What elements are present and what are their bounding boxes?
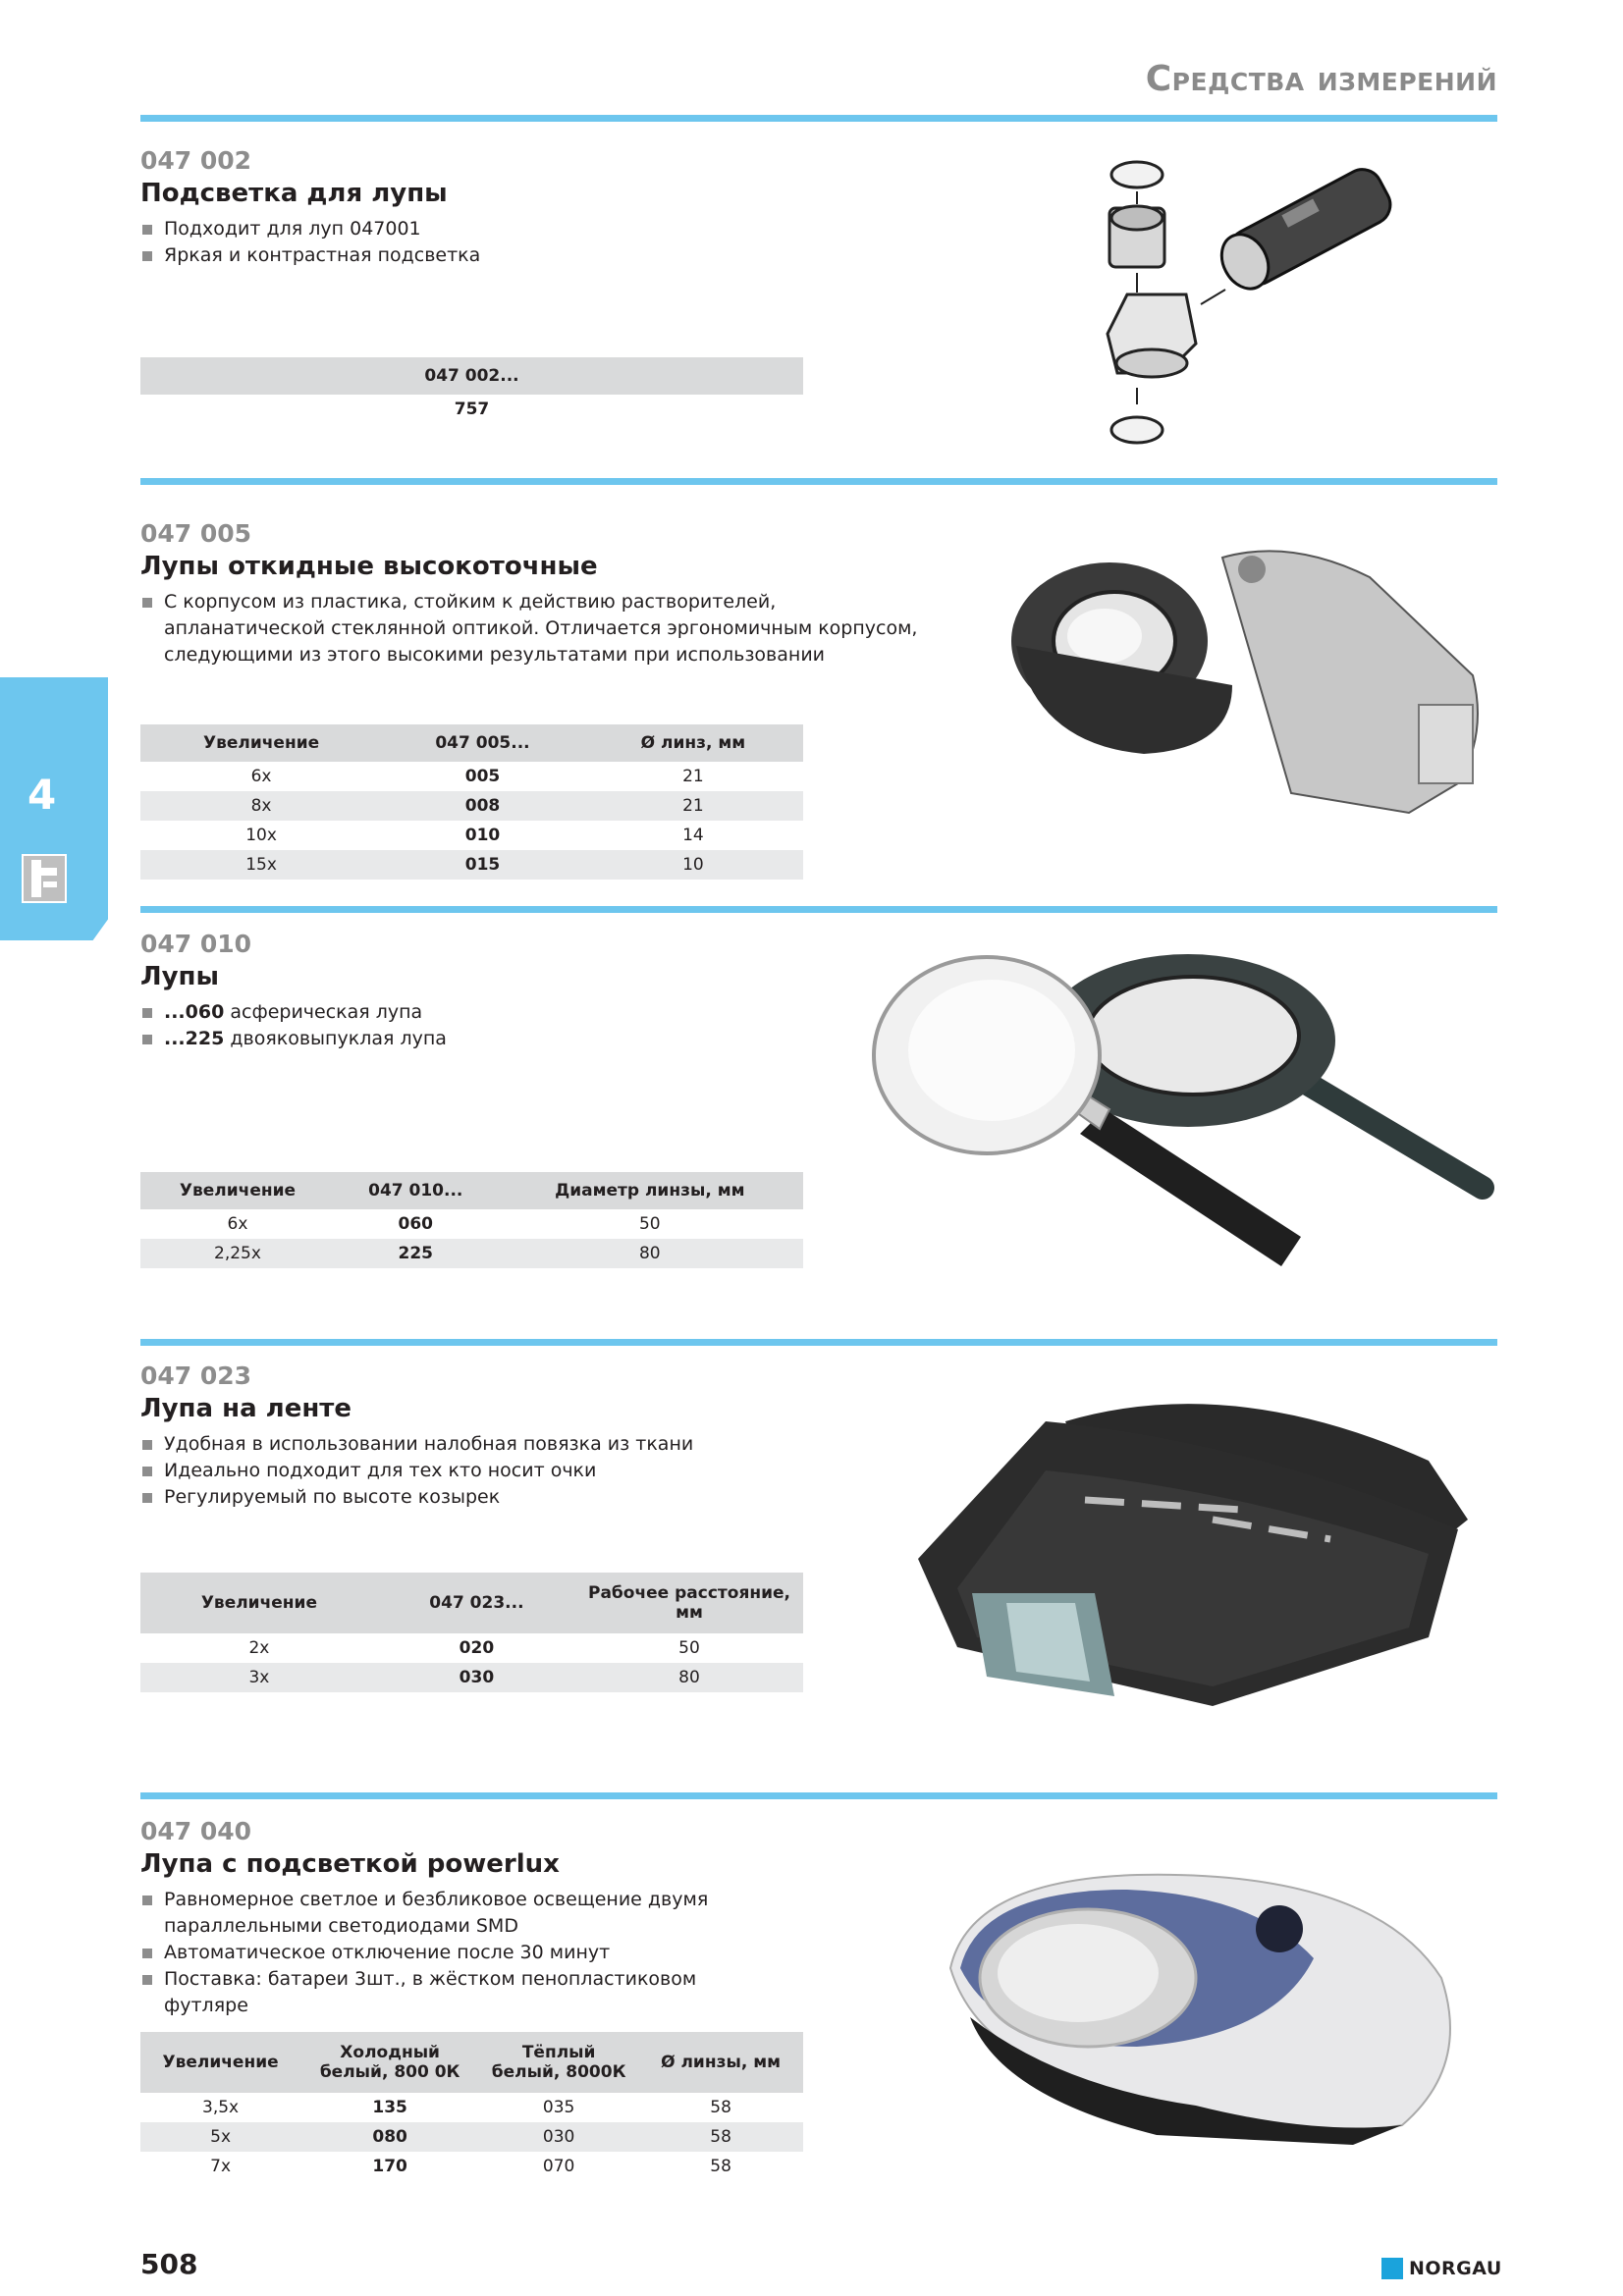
table-header: Диаметр линзы, мм — [497, 1172, 803, 1209]
table-cell: 5x — [140, 2122, 300, 2152]
table-cell: 757 — [454, 400, 490, 419]
page-category-title: Средства измерений — [1145, 59, 1497, 99]
table-row — [140, 1239, 803, 1268]
section-divider — [140, 1792, 1497, 1799]
product-section-047023 — [140, 1361, 946, 1511]
spec-table-047005 — [140, 724, 803, 880]
table-row — [140, 2122, 803, 2152]
section-divider — [140, 1339, 1497, 1346]
feature-list — [140, 216, 946, 269]
product-code: 047 040 — [140, 1817, 252, 1845]
table-row — [140, 762, 803, 791]
table-cell: 58 — [710, 2098, 731, 2117]
product-title: Лупа на ленте — [140, 1394, 352, 1423]
product-section-047010 — [140, 929, 946, 1052]
table-header: Рабочее расстояние, мм — [575, 1573, 803, 1633]
table-row — [140, 2093, 803, 2122]
feature-item: Подходит для луп 047001 — [140, 216, 946, 242]
table-cell: 005 — [464, 767, 501, 786]
table-cell: 060 — [398, 1214, 433, 1234]
product-section-047040 — [140, 1816, 946, 2019]
hand-magnifiers-image — [869, 942, 1497, 1286]
table-cell: 170 — [372, 2157, 407, 2176]
feature-item: Удобная в использовании налобная повязка из ткани — [140, 1431, 946, 1458]
table-cell: 10 — [583, 850, 803, 880]
table-cell: 030 — [479, 2122, 638, 2152]
table-row — [140, 821, 803, 850]
table-cell: 010 — [464, 826, 501, 845]
variant-description: асферическая лупа — [224, 1001, 423, 1023]
spec-table-047010 — [140, 1172, 803, 1268]
product-code: 047 005 — [140, 519, 252, 548]
product-title: Лупы — [140, 962, 220, 991]
table-cell: 7x — [210, 2157, 232, 2176]
product-title: Лупа с подсветкой powerlux — [140, 1849, 560, 1879]
table-row — [140, 1663, 803, 1692]
product-section-047005 — [140, 518, 946, 668]
table-cell: 14 — [682, 826, 704, 845]
head-magnifier-image — [918, 1382, 1488, 1716]
brand-logo — [1381, 2254, 1502, 2283]
product-code: 047 023 — [140, 1362, 252, 1390]
feature-item: С корпусом из пластика, стойким к действию растворителей, апланатической стеклянной оптикой. Отличается эргономичным корпусом, следующими из этого высокими результатами при использовании — [140, 589, 926, 668]
table-header: 047 023... — [378, 1573, 575, 1633]
product-title: Лупы откидные высокоточные — [140, 552, 598, 581]
table-cell: 10x — [245, 826, 277, 845]
product-title: Подсветка для лупы — [140, 179, 448, 208]
table-header: Увеличение — [140, 2032, 300, 2093]
table-cell: 58 — [638, 2122, 803, 2152]
table-header: Увеличение — [140, 1573, 378, 1633]
feature-list — [140, 999, 946, 1052]
table-header: Увеличение — [140, 724, 382, 762]
table-cell: 15x — [140, 850, 382, 880]
variant-code: ...225 — [164, 1028, 225, 1049]
table-row — [140, 1633, 803, 1663]
table-row — [140, 395, 803, 424]
table-header: 047 010... — [335, 1172, 497, 1209]
table-cell: 035 — [542, 2098, 575, 2117]
table-header: Увеличение — [140, 1172, 335, 1209]
table-header: Ø линзы, мм — [638, 2032, 803, 2093]
illuminated-magnifier-image — [941, 1850, 1490, 2145]
feature-item: Регулируемый по высоте козырек — [140, 1484, 946, 1511]
table-cell: 030 — [378, 1663, 575, 1692]
table-row — [140, 791, 803, 821]
table-header: Тёплый белый, 8000К — [479, 2032, 638, 2093]
chapter-number: 4 — [27, 771, 57, 819]
brand-square-icon — [1381, 2258, 1403, 2279]
feature-item: Идеально подходит для тех кто носит очки — [140, 1458, 946, 1484]
feature-item: Равномерное светлое и безбликовое освещение двумя параллельными светодиодами SMD — [140, 1887, 769, 1940]
feature-item — [140, 999, 946, 1026]
feature-list — [140, 1431, 946, 1511]
section-divider — [140, 115, 1497, 122]
illuminator-parts-image — [1078, 147, 1432, 461]
table-cell: 58 — [710, 2157, 731, 2176]
product-section-047002 — [140, 145, 946, 269]
table-header: Холодный белый, 800 0К — [300, 2032, 479, 2093]
table-cell: 6x — [250, 767, 272, 786]
caliper-icon — [22, 854, 67, 903]
table-cell: 008 — [382, 791, 583, 821]
spec-table-047002 — [140, 357, 803, 424]
table-row — [140, 2152, 803, 2181]
table-row — [140, 1209, 803, 1239]
table-cell: 080 — [300, 2122, 479, 2152]
table-cell: 020 — [459, 1638, 495, 1658]
table-cell: 015 — [382, 850, 583, 880]
page-number: 508 — [140, 2248, 198, 2280]
spec-table-047040 — [140, 2032, 803, 2181]
table-cell: 2,25x — [140, 1239, 335, 1268]
table-cell: 2x — [248, 1638, 270, 1658]
table-cell: 3x — [140, 1663, 378, 1692]
table-cell: 50 — [678, 1638, 700, 1658]
table-cell: 80 — [497, 1239, 803, 1268]
table-cell: 135 — [372, 2098, 407, 2117]
section-divider — [140, 906, 1497, 913]
product-code: 047 002 — [140, 146, 252, 175]
folding-loupe-image — [997, 538, 1488, 823]
feature-item: Поставка: батареи 3шт., в жёстком пенопластиковом футляре — [140, 1966, 769, 2019]
variant-code: ...060 — [164, 1001, 225, 1023]
table-cell: 50 — [638, 1214, 661, 1234]
variant-description: двояковыпуклая лупа — [224, 1028, 447, 1049]
feature-list — [140, 1887, 769, 2019]
table-header: 047 002... — [140, 357, 803, 395]
table-cell: 225 — [335, 1239, 497, 1268]
brand-name: NORGAU — [1409, 2258, 1502, 2279]
table-cell: 3,5x — [202, 2098, 240, 2117]
section-divider — [140, 478, 1497, 485]
feature-list — [140, 589, 926, 668]
feature-item — [140, 1026, 946, 1052]
spec-table-047023 — [140, 1573, 803, 1692]
table-row — [140, 850, 803, 880]
table-cell: 8x — [140, 791, 382, 821]
feature-item: Яркая и контрастная подсветка — [140, 242, 946, 269]
product-code: 047 010 — [140, 930, 252, 958]
table-cell: 21 — [682, 767, 704, 786]
table-cell: 80 — [575, 1663, 803, 1692]
table-cell: 6x — [227, 1214, 248, 1234]
table-cell: 21 — [583, 791, 803, 821]
feature-item: Автоматическое отключение после 30 минут — [140, 1940, 769, 1966]
table-cell: 070 — [542, 2157, 575, 2176]
table-header: 047 005... — [382, 724, 583, 762]
table-header: Ø линз, мм — [583, 724, 803, 762]
